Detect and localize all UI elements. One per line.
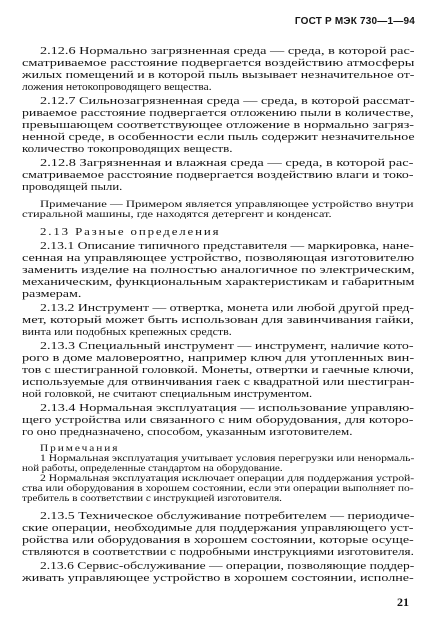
text-line: проводящей пыли. <box>22 181 123 193</box>
text-line: превышающем соответствующее отложение в нормально загряз- <box>22 119 415 131</box>
note-line: ства или оборудования в хорошем состоянии, если эти операции выполняет по- <box>22 483 414 493</box>
text-line: 2.13.1 Описание типичного представителя — маркировка, нане- <box>40 240 414 252</box>
document-header: ГОСТ Р МЭК 730—1—94 <box>294 16 415 27</box>
text-line: 2.12.6 Нормально загрязненная среда — среда, в которой рас- <box>40 45 415 57</box>
text-line: риваемое расстояние подвергается отложению пыли в количестве, <box>22 107 414 119</box>
text-line: размерам. <box>22 288 82 300</box>
text-line: сенная на управляющее устройство, позволяющая изготовителю <box>22 252 415 264</box>
text-line: ройства или оборудования в хорошем состоянии, которые осуще- <box>22 534 414 546</box>
text-line: ложения нетокопроводящего вещества. <box>22 81 212 93</box>
text-line: тов с шестигранной головкой. Монеты, отвертки и гаечные ключи, <box>22 364 414 376</box>
text-line: го оно предназначено, способом, указанным изготовителем. <box>22 426 353 438</box>
text-line: механическим, функциональным характеристикам и габаритным <box>22 276 415 288</box>
text-line: винта или подобных крепежных средств. <box>22 326 232 338</box>
text-line: ной головкой, не считают специальным инструментом. <box>22 388 313 400</box>
text-line: количество токопроводящих веществ. <box>22 143 233 155</box>
text-line: живать управляющее устройство в хорошем состоянии, исполне- <box>22 572 414 584</box>
text-line: 2.13.4 Нормальная эксплуатация — использование управляю- <box>40 402 415 414</box>
note-line: ной работы, определенные стандартом на оборудование. <box>22 463 283 473</box>
text-line: щего устройства или связанного с ним оборудования, для которо- <box>22 414 414 426</box>
text-line: сматриваемое расстояние подвергается воздействию атмосферы <box>22 57 415 69</box>
text-line: ненной среде, в особенности если пыль содержит незначительное <box>22 131 415 143</box>
text-line: сматриваемое расстояние подвергается воздействию влаги и токо- <box>22 169 414 181</box>
text-line: 2.13.6 Сервис-обслуживание — операции, позволяющие поддер- <box>40 560 415 572</box>
note-line: 1 Нормальная эксплуатация учитывает условия перегрузки или ненормаль- <box>40 453 415 463</box>
text-line: 2.13.3 Специальный инструмент — инструмент, наличие кото- <box>40 340 414 352</box>
text-line: 2.13.5 Техническое обслуживание потребителем — периодиче- <box>40 510 415 522</box>
text-line: используемые для отвинчивания гаек с квадратной или шестигран- <box>22 376 415 388</box>
text-line: заменить изделие на полностью аналогичное по электрическим, <box>22 264 415 276</box>
text-line: жилых помещений и в которой пыль вызывает незначительное от- <box>22 69 415 81</box>
text-line: 2.12.7 Сильнозагрязненная среда — среда, в которой рассмат- <box>40 95 415 107</box>
text-line: 2.12.8 Загрязненная и влажная среда — среда, в которой рас- <box>40 157 414 169</box>
page-number: 21 <box>397 595 409 609</box>
note-line: Примечание — Примером является управляющее устройство внутри <box>40 199 414 209</box>
note-line: 2 Нормальная эксплуатация исключает операции для поддержания устрой- <box>40 473 415 483</box>
text-line: рого в доме маловероятно, например ключ для утопленных вин- <box>22 352 415 364</box>
text-line: 2.13.2 Инструмент — отвертка, монета или любой другой пред- <box>40 302 415 314</box>
text-line: ствляются в соответствии с подробными инструкциями изготовителя. <box>22 546 414 558</box>
note-line: стиральной машины, где находятся детергент и конденсат. <box>22 209 332 219</box>
text-line: ские операции, необходимые для поддержания управляющего уст- <box>22 522 414 534</box>
note-line: требитель в соответствии с инструкцией изготовителя. <box>22 493 282 503</box>
section-heading: 2.13 Разные определения <box>40 226 221 238</box>
text-line: мет, который может быть использован для завинчивания гайки, <box>22 314 414 326</box>
notes-heading: Примечания <box>40 443 120 453</box>
